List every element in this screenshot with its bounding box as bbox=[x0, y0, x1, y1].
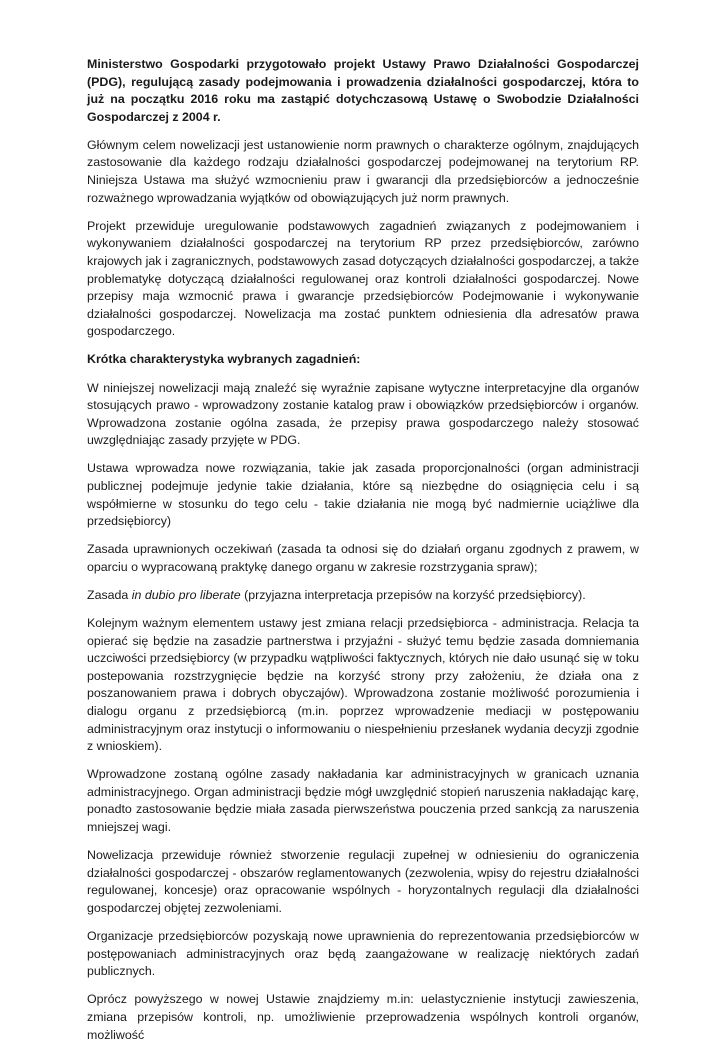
paragraph-main-goal: Głównym celem nowelizacji jest ustanowienie norm prawnych o charakterze ogólnym, znajdujących zastosowanie dla każdego rodzaju działalności gospodarczej podejmowanej na terytorium RP. Niniejsza Ustawa ma służyć wzmocnieniu praw i gwarancji dla przedsiębiorców a jednocześnie rozważnego wprowadzania wyjątków od obowiązujących już norm prawnych. bbox=[87, 137, 639, 205]
paragraph-interpretation-guidelines: W niniejszej nowelizacji mają znaleźć się wyraźnie zapisane wytyczne interpretacyjne dla organów stosujących prawo - wprowadzony zostanie katalog praw i obowiązków przedsiębiorców i organów. Wprowadzona zostanie ogólna zasada, że przepisy prawa gospodarczego należy stosować uwzględniając zasady przyjęte w PDG. bbox=[87, 380, 639, 448]
in-dubio-prefix: Zasada bbox=[87, 587, 132, 602]
section-heading: Krótka charakterystyka wybranych zagadnień: bbox=[87, 352, 361, 367]
paragraph-organizations: Organizacje przedsiębiorców pozyskają nowe uprawnienia do reprezentowania przedsiębiorców w postępowaniach administracyjnych oraz będą zaangażowane w realizację niektórych zadań publicznych. bbox=[87, 929, 639, 979]
in-dubio-latin-term: in dubio pro liberate bbox=[131, 587, 241, 602]
intro-paragraph: Ministerstwo Gospodarki przygotowało projekt Ustawy Prawo Działalności Gospodarczej (PDG), regulującą zasady podejmowania i prowadzenia działalności gospodarczej, która to już na początku 2016 roku ma zastąpić dotychczasową Ustawę o Swobodzie Działalności Gospodarczej z 2004 r. bbox=[87, 57, 639, 124]
paragraph-penalties: Wprowadzone zostaną ogólne zasady nakładania kar administracyjnych w granicach uznania administracyjnego. Organ administracji będzie mógł uwzględnić stopień naruszenia nakładając karę, ponadto zastosowanie będzie miała zasada pierwszeństwa pouczenia przed sankcją za naruszenia mniejszej wagi. bbox=[87, 767, 639, 835]
paragraph-in-dubio bbox=[87, 587, 639, 605]
paragraph-other-changes: Oprócz powyższego w nowej Ustawie znajdziemy m.in: uelastycznienie instytucji zawieszenia, zmiana przepisów kontroli, np. umożliwienie przeprowadzenia wspólnych kontroli organów, możliwość bbox=[87, 992, 639, 1042]
paragraph-proportionality: Ustawa wprowadza nowe rozwiązania, takie jak zasada proporcjonalności (organ administracji publicznej podejmuje jedynie takie działania, które są niezbędne do osiągnięcia celu i są współmierne w stosunku do tego celu - takie działania nie mogą być nadmiernie uciążliwe dla przedsiębiorcy) bbox=[87, 461, 639, 529]
paragraph-legitimate-expectations: Zasada uprawnionych oczekiwań (zasada ta odnosi się do działań organu zgodnych z prawem, w oparciu o wypracowaną praktykę danego organu w zakresie rozstrzygania spraw); bbox=[87, 542, 639, 574]
paragraph-regulation: Nowelizacja przewiduje również stworzenie regulacji zupełnej w odniesieniu do ograniczenia działalności gospodarczej - obszarów reglamentowanych (zezwolenia, wpisy do rejestru działalności regulowanej, koncesje) oraz opracowanie wspólnych - horyzontalnych regulacji dla działalności gospodarczej objętej zezwoleniami. bbox=[87, 848, 639, 915]
document-body bbox=[87, 56, 639, 1055]
paragraph-project-scope: Projekt przewiduje uregulowanie podstawowych zagadnień związanych z podejmowaniem i wykonywaniem działalności gospodarczej na terytorium RP przez przedsiębiorców, zarówno krajowych jak i zagranicznych, podstawowych zasad dotyczących działalności gospodarczej, a także problematykę dotyczącą działalności regulowanej oraz kontroli działalności gospodarczej. Nowe przepisy maja wzmocnić prawa i gwarancje przedsiębiorców Podejmowanie i wykonywanie działalności gospodarczej. Nowelizacja ma zostać punktem odniesienia dla adresatów prawa gospodarczego. bbox=[87, 218, 639, 339]
in-dubio-suffix: (przyjazna interpretacja przepisów na korzyść przedsiębiorcy). bbox=[240, 587, 586, 602]
paragraph-relations: Kolejnym ważnym elementem ustawy jest zmiana relacji przedsiębiorca - administracja. Relacja ta opierać się będzie na zasadzie partnerstwa i przyjaźni - służyć temu będzie zasada domniemania uczciwości przedsiębiorcy (w przypadku wątpliwości faktycznych, których nie dało usunąć się w toku postepowania rozstrzygnięcie będzie na korzyść strony przy założeniu, że działa ona z poszanowaniem prawa i dobrych obyczajów). Wprowadzona zostanie możliwość porozumienia i dialogu organu z przedsiębiorcą (m.in. poprzez wprowadzenie mediacji w postępowaniu administracyjnym oraz instytucji o informowaniu o niespełnieniu przesłanek wydania decyzji zgodnie z wnioskiem). bbox=[87, 616, 639, 754]
